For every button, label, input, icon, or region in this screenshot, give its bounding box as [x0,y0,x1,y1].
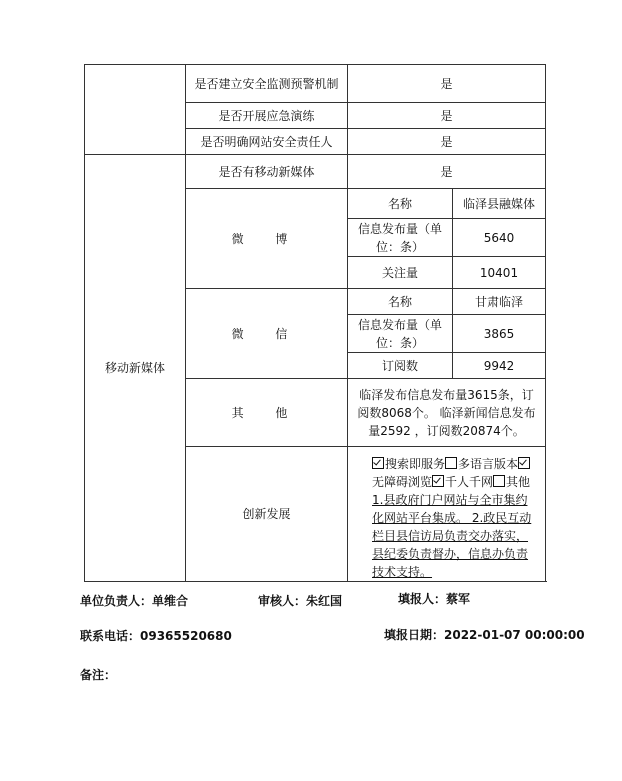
remarks: 备注： [80,668,117,682]
mobile-section-label: 移动新媒体 [85,155,186,582]
row-value: 是 [348,103,546,129]
wechat-name-label: 名称 [348,289,453,315]
wechat-posts-value: 3865 [453,315,546,353]
option-label: 搜索即服务 [385,457,446,471]
wechat-posts-label: 信息发布量（单位：条） [348,315,453,353]
option-label: 多语言版本 [458,457,519,471]
has-mobile-label: 是否有移动新媒体 [186,155,348,189]
weibo-name-label: 名称 [348,189,453,219]
wechat-name-value: 甘肃临泽 [453,289,546,315]
contact-phone: 联系电话：09365520680 [80,629,232,643]
checkbox-checked-icon[interactable] [518,457,530,469]
option-label: 其他 [506,475,531,489]
other-label: 其 他 [186,379,348,447]
option-label: 无障碍浏览 [372,475,433,489]
report-table [84,64,546,582]
option-search-service[interactable] [372,457,445,471]
row-label: 是否明确网站安全责任人 [186,129,348,155]
weibo-followers-label: 关注量 [348,257,453,289]
wechat-label: 微 信 [186,289,348,379]
checkbox-unchecked-icon[interactable] [493,475,505,487]
option-other[interactable] [493,475,530,489]
wechat-subs-label: 订阅数 [348,353,453,379]
innovation-content [348,447,546,582]
option-label: 千人千网 [445,475,494,489]
filler: 填报人：蔡军 [398,592,471,606]
weibo-posts-value: 5640 [453,219,546,257]
checkbox-checked-icon[interactable] [372,457,384,469]
option-multilingual[interactable] [445,457,518,471]
row-value: 是 [348,65,546,103]
blank-section-cell [85,65,186,155]
weibo-name-value: 临泽县融媒体 [453,189,546,219]
has-mobile-value: 是 [348,155,546,189]
weibo-posts-label: 信息发布量（单位：条） [348,219,453,257]
unit-head: 单位负责人：单维合 [80,594,189,608]
wechat-subs-value: 9942 [453,353,546,379]
reviewer: 审核人：朱红国 [258,594,343,608]
option-personalized[interactable] [432,475,493,489]
checkbox-checked-icon[interactable] [432,475,444,487]
innovation-description: 1.县政府门户网站与全市集约化网站平台集成。 2.政民互动栏目县信访局负责交办落实，县纪委负责督办，信息办负责技术支持。 [372,493,532,579]
other-text: 临泽发布信息发布量3615条，订阅数8068个。 临泽新闻信息发布量2592 ，订阅数20874个。 [348,379,546,447]
innovation-options [372,455,539,491]
innovation-section-label: 创新发展 [186,447,348,582]
checkbox-unchecked-icon[interactable] [445,457,457,469]
weibo-followers-value: 10401 [453,257,546,289]
weibo-label: 微 博 [186,189,348,289]
row-value: 是 [348,129,546,155]
row-label: 是否开展应急演练 [186,103,348,129]
row-label: 是否建立安全监测预警机制 [186,65,348,103]
report-date: 填报日期：2022-01-07 00:00:00 [384,628,585,642]
